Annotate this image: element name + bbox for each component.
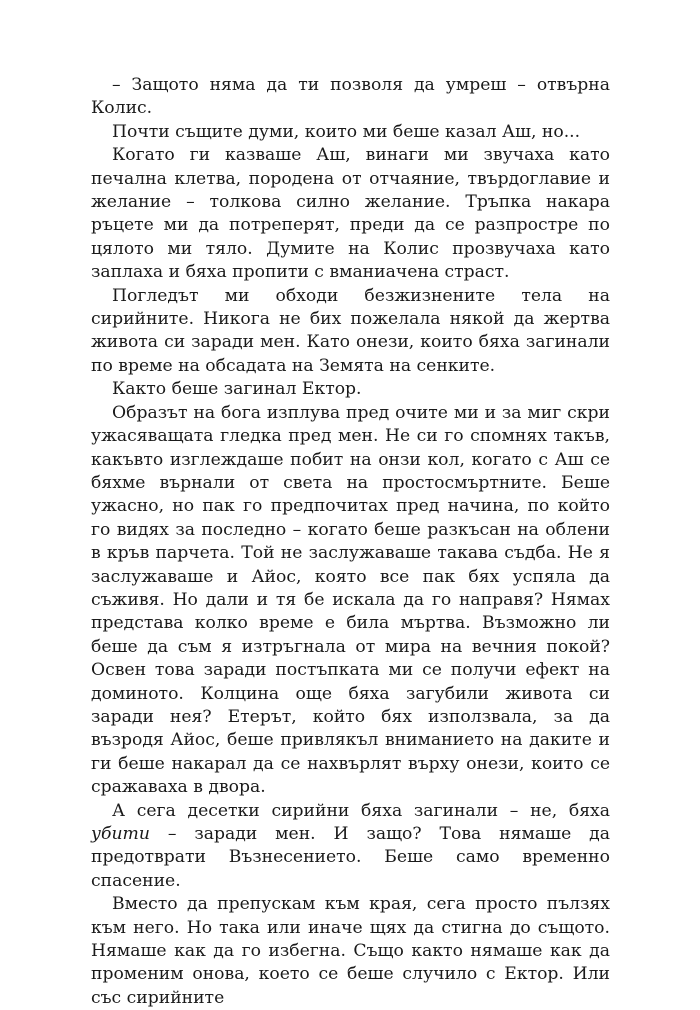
paragraph-7 bbox=[91, 800, 610, 894]
page-text bbox=[91, 74, 610, 1010]
paragraph-7-start: А сега десетки сирийни бяха загинали – не, бяха bbox=[112, 800, 610, 821]
paragraph-5: Както беше загинал Ектор. bbox=[112, 379, 362, 400]
paragraph-6: Образът на бога изплува пред очите ми и за миг скри ужасяващата гледка пред мен. Не си го спомнях такъв, какъвто изглеждаше побит на онзи кол, когато с Аш се бяхме върнали от света на простосмъртните. Беше ужасно, но пак го предпочитах пред начина, по който го видях за последно – когато беше разкъсан на облени в кръв парчета. Той не заслужаваше такава съдба. Не я заслужаваше и Айос, която все пак бях успяла да съживя. Но дали и тя бе искала да го направя? Нямах представа колко време е била мъртва. Възможно ли беше да съм я изтръгнала от мира на вечния покой? Освен това заради постъпката ми се получи ефект на доминото. Колцина още бяха загубили живота си заради нея? Етерът, който бях използвала, за да възродя Айос, беше привлякъл вниманието на даките и ги беше накарал да се нахвърлят върху онези, които се сражаваха в двора. bbox=[91, 402, 610, 798]
emphasis-word: убити bbox=[91, 824, 150, 844]
paragraph-7-end: – заради мен. И защо? Това нямаше да предотврати Възнесението. Беше само временно спасение. bbox=[91, 824, 610, 891]
paragraph-3: Когато ги казваше Аш, винаги ми звучаха като печална клетва, породена от отчаяние, твърдоглавие и желание – толкова силно желание. Тръпка накара ръцете ми да потреперят, преди да се разпростре по цялото ми тяло. Думите на Колис прозвучаха като заплаха и бяха пропити с вманиачена страст. bbox=[91, 145, 610, 283]
paragraph-2: Почти същите думи, които ми беше казал Аш, но... bbox=[112, 121, 581, 142]
paragraph-1: – Защото няма да ти позволя да умреш – отвърна Колис. bbox=[91, 75, 610, 119]
paragraph-8: Вместо да препускам към края, сега просто пълзях към него. Но така или иначе щях да стигна до същото. Нямаше как да го избегна. Също както нямаше как да променим онова, което се беше случило с Ектор. Или със сирийните bbox=[91, 894, 610, 1008]
paragraph-4: Погледът ми обходи безжизнените тела на сирийните. Никога не бих пожелала някой да жертва живота си заради мен. Като онези, които бяха загинали по време на обсадата на Земята на сенките. bbox=[91, 285, 610, 376]
